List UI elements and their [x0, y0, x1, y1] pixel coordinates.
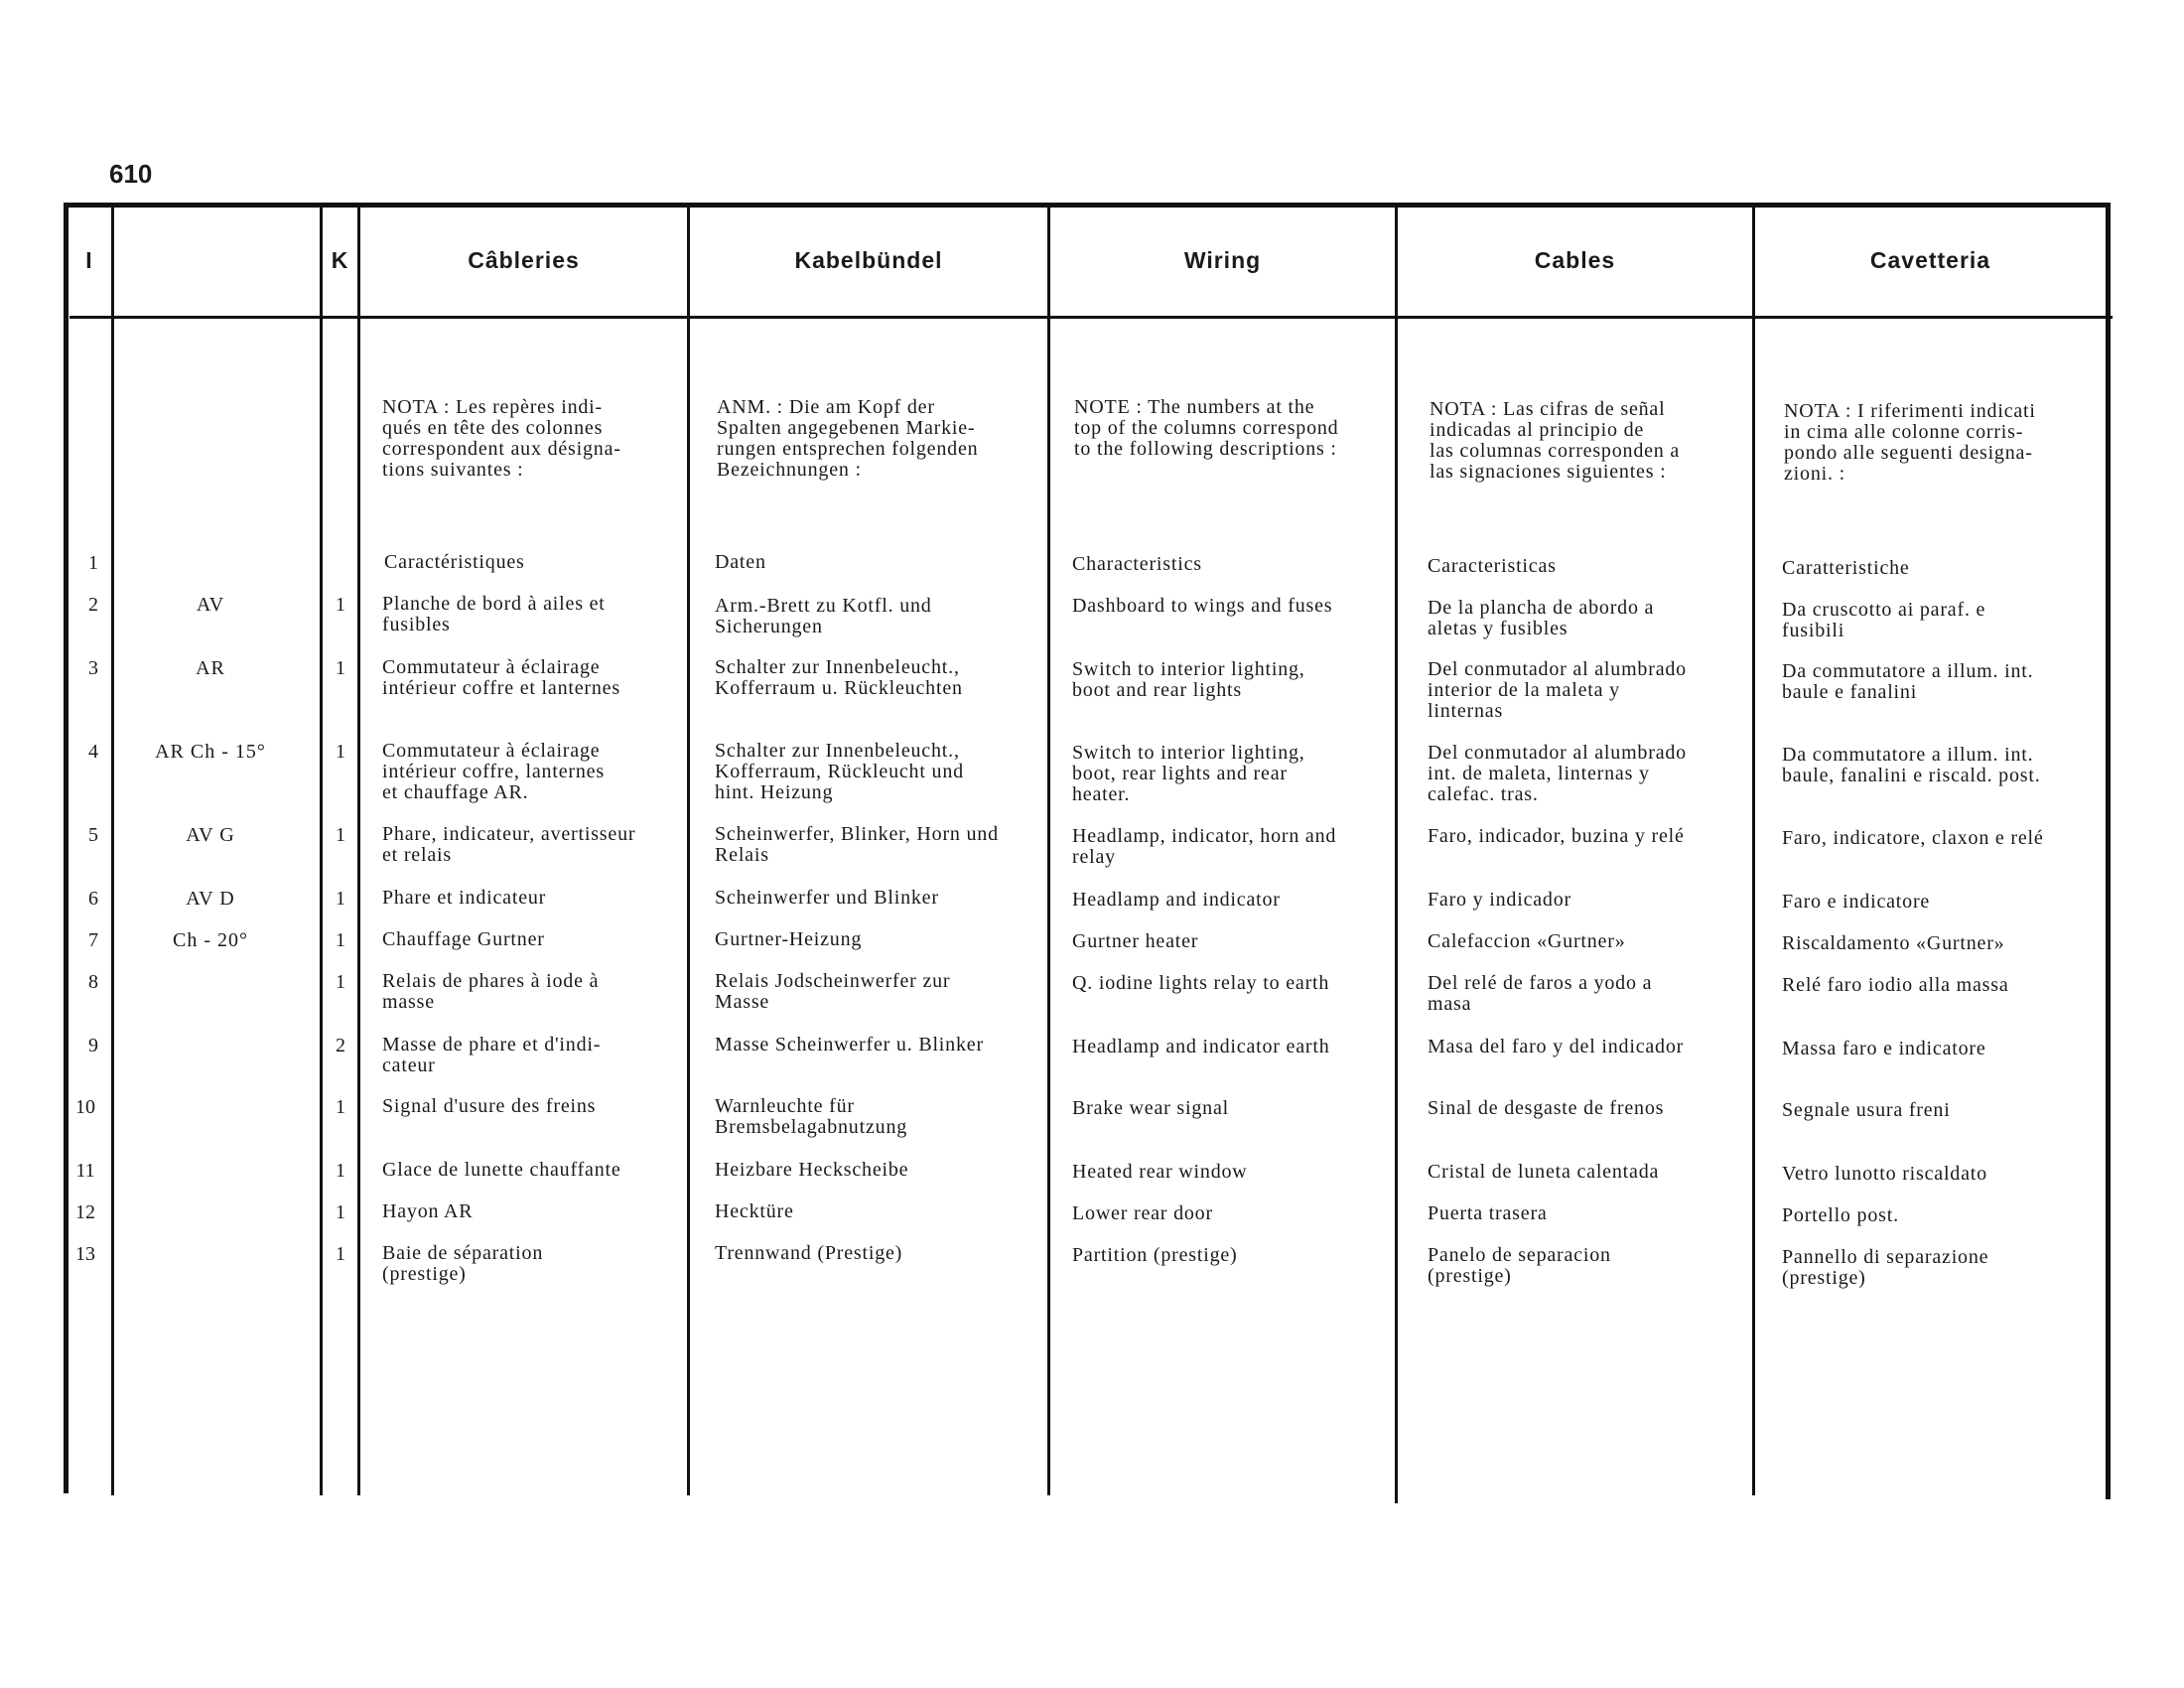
cell-fr: Relais de phares à iode à masse: [382, 970, 600, 1013]
header-col-k: K: [331, 246, 349, 273]
table-right-border: [2106, 203, 2111, 1499]
cell-it: Da commutatore a illum. int. baule, fanalini e riscald. post.: [1782, 744, 2041, 786]
row-quantity: 1: [336, 1096, 345, 1118]
note-de: ANM. : Die am Kopf der Spalten angegebenen Markie- rungen entsprechen folgenden Bezeichnungen :: [717, 396, 979, 481]
cell-de: Scheinwerfer, Blinker, Horn und Relais: [715, 823, 999, 866]
cell-en: Gurtner heater: [1072, 930, 1199, 952]
row-quantity: 1: [336, 1201, 345, 1223]
cell-es: Del relé de faros a yodo a masa: [1428, 972, 1653, 1015]
header-wiring: Wiring: [1183, 246, 1262, 273]
cell-fr: Planche de bord à ailes et fusibles: [382, 593, 606, 635]
cell-de: Daten: [715, 551, 766, 573]
cell-es: Del conmutador al alumbrado interior de la maleta y linternas: [1428, 658, 1687, 722]
cell-en: Dashboard to wings and fuses: [1072, 595, 1333, 617]
row-quantity: 1: [336, 824, 345, 846]
cell-en: Lower rear door: [1072, 1202, 1213, 1224]
cell-es: Faro, indicador, buzina y relé: [1428, 825, 1685, 847]
cell-fr: Commutateur à éclairage intérieur coffre et lanternes: [382, 656, 620, 699]
cell-de: Scheinwerfer und Blinker: [715, 887, 939, 909]
column-divider: [1752, 205, 1755, 1495]
header-cables: Cables: [1534, 246, 1616, 273]
row-reference: Ch - 20°: [173, 929, 248, 951]
cell-fr: Commutateur à éclairage intérieur coffre, lanternes et chauffage AR.: [382, 740, 605, 803]
row-number: 13: [75, 1243, 95, 1265]
cell-it: Riscaldamento «Gurtner»: [1782, 932, 2005, 954]
cell-fr: Hayon AR: [382, 1200, 474, 1222]
cell-it: Pannello di separazione (prestige): [1782, 1246, 1989, 1289]
cell-de: Warnleuchte für Bremsbelagabnutzung: [715, 1095, 908, 1138]
header-separator: [69, 316, 2113, 319]
cell-it: Vetro lunotto riscaldato: [1782, 1163, 1987, 1185]
cell-es: Sinal de desgaste de frenos: [1428, 1097, 1665, 1119]
cell-de: Gurtner-Heizung: [715, 928, 863, 950]
row-number: 1: [88, 552, 98, 574]
header-cableries: Câbleries: [468, 246, 580, 273]
note-fr: NOTA : Les repères indi- qués en tête des colonnes correspondent aux désigna- tions suivantes :: [382, 396, 621, 481]
table-left-border: [64, 203, 68, 1493]
row-reference: AV G: [186, 824, 235, 846]
row-number: 6: [88, 888, 98, 910]
row-number: 8: [88, 971, 98, 993]
cell-fr: Caractéristiques: [384, 551, 525, 573]
row-quantity: 1: [336, 741, 345, 763]
cell-de: Heizbare Heckscheibe: [715, 1159, 909, 1181]
column-divider: [687, 205, 690, 1495]
cell-es: Puerta trasera: [1428, 1202, 1548, 1224]
cell-it: Segnale usura freni: [1782, 1099, 1951, 1121]
note-it: NOTA : I riferimenti indicati in cima alle colonne corris- pondo alle seguenti designa- zioni. :: [1784, 400, 2036, 485]
cell-fr: Masse de phare et d'indi- cateur: [382, 1034, 602, 1076]
cell-en: Headlamp and indicator: [1072, 889, 1281, 911]
table-top-border: [64, 203, 2111, 208]
cell-es: Calefaccion «Gurtner»: [1428, 930, 1626, 952]
cell-de: Schalter zur Innenbeleucht., Kofferraum u. Rückleuchten: [715, 656, 963, 699]
note-es: NOTA : Las cifras de señal indicadas al principio de las columnas corresponden a las signaciones siguientes :: [1430, 398, 1681, 483]
cell-de: Masse Scheinwerfer u. Blinker: [715, 1034, 984, 1055]
row-number: 5: [88, 824, 98, 846]
header-col-i: I: [85, 246, 93, 273]
cell-es: Faro y indicador: [1428, 889, 1571, 911]
cell-de: Schalter zur Innenbeleucht., Kofferraum, Rückleucht und hint. Heizung: [715, 740, 964, 803]
cell-es: Caracteristicas: [1428, 555, 1557, 577]
row-number: 9: [88, 1035, 98, 1056]
cell-it: Da commutatore a illum. int. baule e fanalini: [1782, 660, 2034, 703]
row-number: 11: [75, 1160, 95, 1182]
cell-es: Del conmutador al alumbrado int. de maleta, linternas y calefac. tras.: [1428, 742, 1687, 805]
column-divider: [320, 205, 323, 1495]
cell-it: Faro, indicatore, claxon e relé: [1782, 827, 2044, 849]
cell-es: Cristal de luneta calentada: [1428, 1161, 1660, 1183]
header-cavetteria: Cavetteria: [1869, 246, 1991, 273]
row-number: 4: [88, 741, 98, 763]
cell-en: Characteristics: [1072, 553, 1202, 575]
row-number: 12: [75, 1201, 95, 1223]
row-quantity: 2: [336, 1035, 345, 1056]
row-number: 7: [88, 929, 98, 951]
page-number: 610: [109, 159, 153, 189]
row-reference: AV D: [186, 888, 235, 910]
column-divider: [1047, 205, 1050, 1495]
cell-en: Switch to interior lighting, boot and rear lights: [1072, 658, 1305, 701]
column-divider: [1395, 205, 1398, 1503]
cell-fr: Baie de séparation (prestige): [382, 1242, 544, 1285]
cell-en: Headlamp, indicator, horn and relay: [1072, 825, 1337, 868]
cell-es: De la plancha de abordo a aletas y fusibles: [1428, 597, 1655, 639]
cell-en: Q. iodine lights relay to earth: [1072, 972, 1330, 994]
cell-de: Relais Jodscheinwerfer zur Masse: [715, 970, 951, 1013]
row-quantity: 1: [336, 929, 345, 951]
row-number: 2: [88, 594, 98, 616]
cell-fr: Chauffage Gurtner: [382, 928, 545, 950]
row-quantity: 1: [336, 594, 345, 616]
cell-de: Hecktüre: [715, 1200, 794, 1222]
cell-fr: Phare, indicateur, avertisseur et relais: [382, 823, 636, 866]
cell-fr: Glace de lunette chauffante: [382, 1159, 621, 1181]
cell-en: Headlamp and indicator earth: [1072, 1036, 1330, 1057]
row-quantity: 1: [336, 888, 345, 910]
row-reference: AR Ch - 15°: [155, 741, 266, 763]
row-reference: AV: [196, 594, 225, 616]
cell-en: Brake wear signal: [1072, 1097, 1229, 1119]
column-divider: [357, 205, 360, 1495]
row-quantity: 1: [336, 971, 345, 993]
cell-en: Switch to interior lighting, boot, rear lights and rear heater.: [1072, 742, 1305, 805]
column-divider: [111, 205, 114, 1495]
cell-it: Massa faro e indicatore: [1782, 1038, 1986, 1059]
cell-en: Partition (prestige): [1072, 1244, 1238, 1266]
cell-it: Portello post.: [1782, 1204, 1899, 1226]
cell-fr: Signal d'usure des freins: [382, 1095, 597, 1117]
cell-it: Faro e indicatore: [1782, 891, 1931, 913]
cell-it: Da cruscotto ai paraf. e fusibili: [1782, 599, 1986, 641]
row-number: 10: [75, 1096, 95, 1118]
row-quantity: 1: [336, 657, 345, 679]
cell-en: Heated rear window: [1072, 1161, 1248, 1183]
row-quantity: 1: [336, 1160, 345, 1182]
cell-es: Masa del faro y del indicador: [1428, 1036, 1685, 1057]
cell-de: Arm.-Brett zu Kotfl. und Sicherungen: [715, 595, 932, 637]
row-reference: AR: [196, 657, 225, 679]
cell-de: Trennwand (Prestige): [715, 1242, 903, 1264]
note-en: NOTE : The numbers at the top of the columns correspond to the following descriptions :: [1074, 396, 1339, 460]
row-number: 3: [88, 657, 98, 679]
cell-it: Relé faro iodio alla massa: [1782, 974, 2009, 996]
row-quantity: 1: [336, 1243, 345, 1265]
cell-es: Panelo de separacion (prestige): [1428, 1244, 1611, 1287]
cell-fr: Phare et indicateur: [382, 887, 547, 909]
header-kabelbundel: Kabelbündel: [794, 246, 943, 273]
cell-it: Caratteristiche: [1782, 557, 1910, 579]
